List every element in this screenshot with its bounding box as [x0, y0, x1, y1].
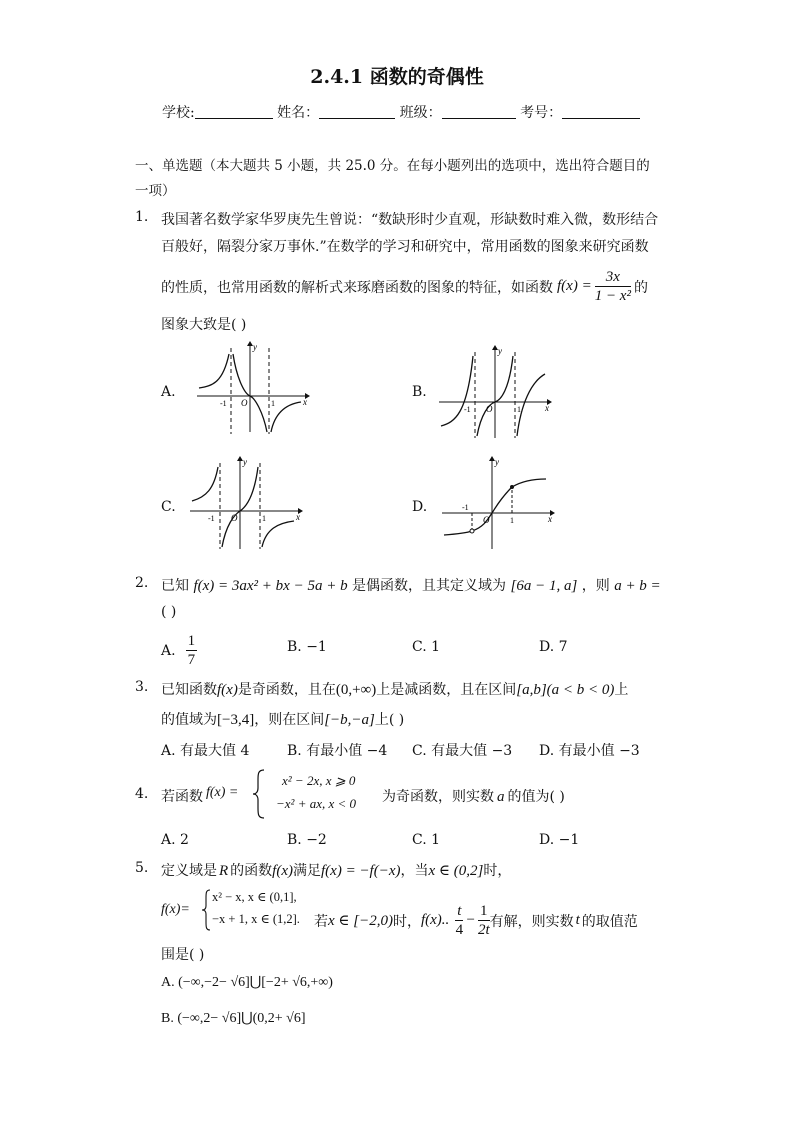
q5-line1 [161, 860, 511, 880]
q2-option-a-den: 7 [187, 652, 196, 668]
q1-frac-num: 3x [595, 268, 631, 287]
q2-option-d[interactable]: D. 7 [539, 639, 568, 655]
closed-point-right [510, 485, 514, 489]
q2-mid: 是偶函数，且其定义域为 [352, 578, 507, 594]
q4-a: a [497, 789, 505, 805]
q1-graph-d[interactable] [438, 455, 556, 551]
student-info-line [162, 102, 640, 122]
x-label: x [296, 512, 300, 522]
q2-option-a-label: A. [161, 642, 176, 659]
q2-line2: ( ) [161, 604, 177, 620]
q5-minus: − [466, 912, 475, 928]
q3-c: 上 [614, 682, 629, 698]
q2-option-a[interactable] [161, 632, 197, 669]
y-label: y [243, 457, 247, 467]
q1-frac-den: 1 − x² [594, 288, 631, 304]
section-heading-line2: 一项） [135, 183, 176, 199]
q5-g: 时， [392, 913, 421, 930]
q5-frac-t [455, 902, 463, 939]
q5-c: ，当 [400, 863, 429, 879]
page-title: 2.4.1 函数的奇偶性 [310, 66, 484, 88]
q1-line4: 图象大致是( ) [161, 317, 247, 333]
q2-option-a-frac [186, 632, 198, 669]
q2-option-b[interactable]: B. −1 [287, 639, 327, 655]
q3-line2-mid: ，则在区间 [254, 712, 325, 728]
q4-brace-icon [252, 768, 266, 820]
q5-i: 的取值范 [581, 913, 638, 930]
q3-interval3: [−b,−a] [324, 712, 375, 728]
curve-branch-right [517, 374, 545, 436]
q5-case2: −x + 1, x ∈ (1,2]. [212, 912, 300, 926]
q4-post: 为奇函数，则实数 [382, 789, 494, 805]
q5-fx2: f(x).. [420, 912, 450, 928]
name-blank[interactable] [319, 104, 395, 119]
y-label: y [498, 346, 502, 356]
q4-case2: −x² + ax, x < 0 [276, 796, 357, 811]
origin-label: O [231, 513, 238, 523]
q2-option-a-num: 1 [187, 633, 196, 649]
curve [444, 479, 546, 535]
one-label: 1 [510, 516, 514, 525]
q4-case1: x² − 2x, x ⩾ 0 [282, 773, 356, 788]
q1-line3-end: 的 [633, 279, 648, 296]
q3-line1 [161, 679, 628, 699]
q5-t-den: 4 [455, 922, 464, 938]
school-blank[interactable] [195, 104, 273, 119]
q3-option-d[interactable]: D. 有最小值 −3 [539, 743, 640, 759]
q5-f: f(x) [272, 863, 293, 879]
q4-option-a[interactable]: A. 2 [161, 832, 189, 848]
q5-number: 5. [135, 860, 149, 876]
q2-number: 2. [135, 575, 149, 591]
q2-expr: a + b = [614, 578, 661, 594]
q5-cond: f(x) = −f(−x) [321, 863, 401, 879]
q5-one-num: 1 [478, 902, 490, 921]
q1-option-b[interactable]: B. [412, 384, 427, 400]
q2-post: ，则 [581, 578, 610, 594]
origin-label: O [483, 515, 490, 525]
q5-xin: x ∈ (0,2] [428, 863, 484, 879]
q3-line2-pre: 的值域为 [161, 712, 217, 728]
q1-graph-c[interactable] [186, 455, 304, 551]
q3-line2-end: 上( ) [374, 712, 405, 728]
neg1-label: -1 [462, 503, 469, 512]
q5-fx: f(x)= [161, 902, 190, 917]
q4-end: 的值为( ) [507, 789, 565, 805]
q5-option-b[interactable]: B. (−∞,2− √6]⋃(0,2+ √6] [161, 1011, 306, 1026]
q4-option-c[interactable]: C. 1 [412, 832, 441, 848]
q1-graph-a[interactable] [193, 340, 311, 436]
class-label: 班级： [399, 105, 442, 121]
q4-option-d[interactable]: D. −1 [539, 832, 580, 848]
neg1-label: -1 [220, 399, 227, 408]
q5-h: 有解，则实数 [489, 913, 574, 930]
number-blank[interactable] [562, 104, 640, 119]
q1-line1: 我国著名数学家华罗庚先生曾说：“数缺形时少直观，形缺数时难入微，数形结合 [161, 212, 659, 228]
q5-t-num: t [457, 903, 462, 919]
q3-f: f(x) [217, 682, 238, 698]
x-label: x [545, 403, 549, 413]
q5-line2-rest [314, 902, 638, 939]
one-label: 1 [262, 514, 266, 523]
q5-option-a[interactable]: A. (−∞,−2− √6]⋃[−2+ √6,+∞) [161, 975, 333, 990]
q5-a: 的函数 [230, 863, 273, 879]
q4-option-b[interactable]: B. −2 [287, 832, 327, 848]
q5-brace-icon [201, 888, 211, 932]
name-label: 姓名： [277, 105, 320, 121]
origin-label: O [486, 404, 493, 414]
class-blank[interactable] [442, 104, 516, 119]
q2-func: f(x) = 3ax² + bx − 5a + b [193, 578, 348, 594]
q1-line3-text: 的性质，也常用函数的解析式来琢磨函数的图象的特征，如函数 [161, 279, 553, 296]
one-label: 1 [271, 399, 275, 408]
q5-t: t [575, 912, 580, 928]
q5-frac-one [478, 902, 490, 939]
q3-a: 是奇函数，且在 [237, 682, 336, 698]
q4-pre: 若函数 [161, 789, 203, 805]
x-label: x [303, 397, 307, 407]
q3-pre: 已知函数 [161, 682, 217, 698]
q3-number: 3. [135, 679, 149, 695]
q1-line3 [161, 268, 648, 305]
q5-line3: 围是( ) [161, 947, 205, 963]
neg1-label: -1 [464, 405, 471, 414]
q5-R: R [219, 863, 229, 879]
q4-f: f(x) = [206, 785, 239, 800]
q4-post-line [382, 786, 565, 806]
curve-branch-right [271, 402, 301, 432]
q5-pre: 定义域是 [161, 863, 217, 879]
q3-b: 上是减函数，且在区间 [376, 682, 517, 698]
q5-xin2: x ∈ [−2,0) [328, 913, 393, 929]
curve-branch-left [441, 356, 473, 426]
q2-pre: 已知 [161, 578, 189, 594]
q1-graph-b[interactable] [435, 344, 553, 440]
q1-fraction [595, 268, 631, 305]
origin-label: O [241, 398, 248, 408]
curve-branch-left [199, 354, 229, 388]
number-label: 考号： [520, 105, 563, 121]
q5-d: 时， [483, 863, 512, 879]
q5-e: 若 [314, 913, 328, 930]
q3-line2 [161, 709, 404, 729]
q3-option-a[interactable]: A. 有最大值 4 [161, 743, 250, 759]
q1-func-lhs: f(x) = [557, 278, 592, 294]
q2-line1 [161, 575, 661, 595]
curve-branch-left [192, 467, 218, 501]
q3-interval1: (0,+∞) [335, 682, 377, 698]
q3-interval2: [a,b](a < b < 0) [516, 682, 615, 698]
q1-option-a[interactable]: A. [161, 384, 176, 400]
q2-domain: [6a − 1, a] [510, 578, 578, 594]
q2-option-c[interactable]: C. 1 [412, 639, 441, 655]
y-label: y [253, 342, 257, 352]
curve-branch-right [262, 521, 294, 547]
q3-range: [−3,4] [217, 712, 255, 728]
q5-one-den: 2t [477, 922, 490, 938]
section-heading-line1: 一、单选题（本大题共 5 小题，共 25.0 分。在每小题列出的选项中，选出符合题目的 [135, 158, 650, 174]
q3-option-c[interactable]: C. 有最大值 −3 [412, 743, 513, 759]
one-label: 1 [517, 405, 521, 414]
q5-b: 满足 [293, 863, 321, 879]
open-point-left [470, 529, 474, 533]
q3-option-b[interactable]: B. 有最小值 −4 [287, 743, 388, 759]
neg1-label: -1 [208, 514, 215, 523]
q1-number: 1. [135, 209, 149, 225]
x-label: x [548, 514, 552, 524]
q5-case1: x² − x, x ∈ (0,1], [212, 890, 297, 904]
q1-line2: 百般好，隔裂分家万事休.”在数学的学习和研究中，常用函数的图象来研究函数 [161, 239, 649, 255]
school-label: 学校: [162, 105, 195, 121]
y-label: y [495, 457, 499, 467]
q1-option-c[interactable]: C. [161, 499, 176, 515]
q4-number: 4. [135, 786, 149, 802]
q1-option-d[interactable]: D. [412, 499, 428, 515]
